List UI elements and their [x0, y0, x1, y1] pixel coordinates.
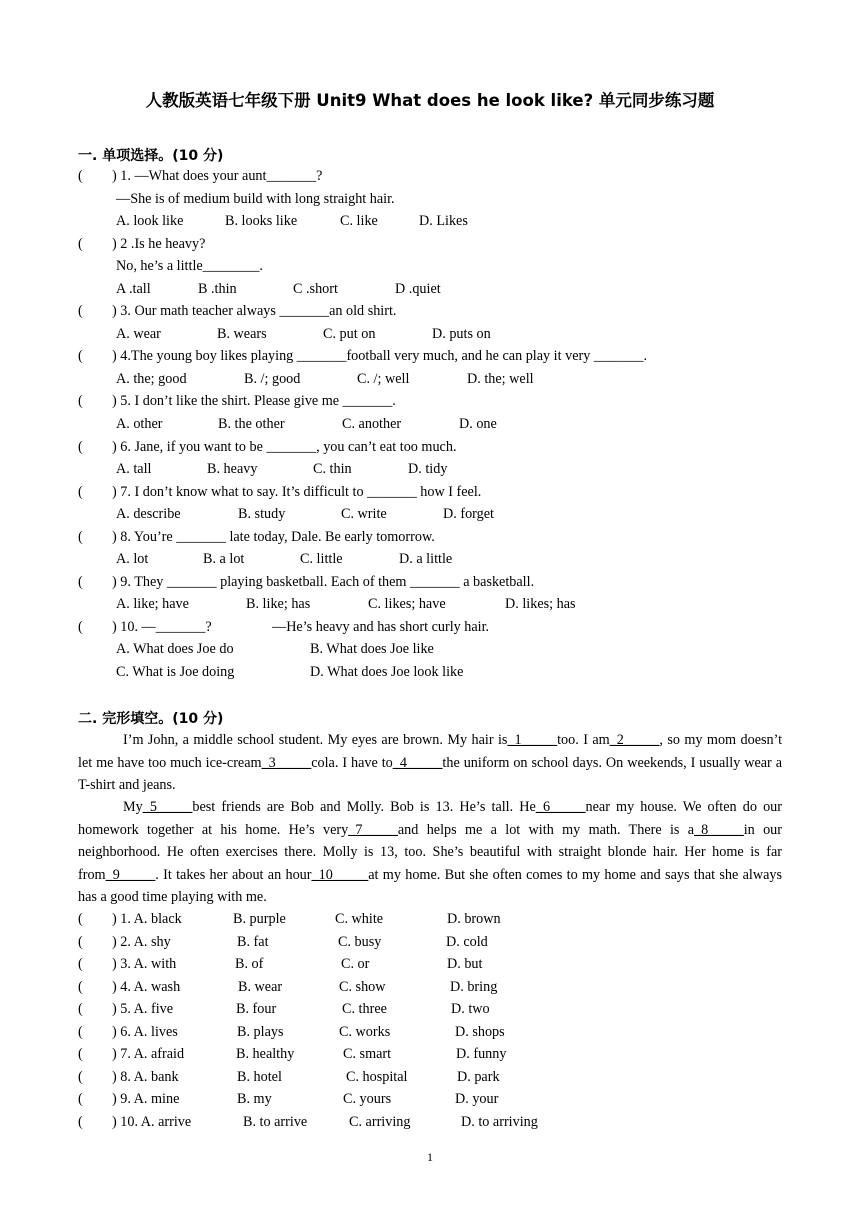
answer-paren: ( [78, 348, 83, 364]
question-stem-answer: —He’s heavy and has short curly hair. [272, 619, 490, 635]
cloze-blank: _10_____ [311, 866, 369, 883]
cloze-option: B. to arrive [243, 1114, 308, 1130]
cloze-option: C. smart [343, 1046, 392, 1062]
option: B. the other [218, 416, 285, 432]
cloze-option: D. bring [450, 979, 498, 995]
cloze-option: B. four [236, 1001, 277, 1017]
answer-paren: ( [78, 1091, 83, 1107]
option: C. thin [313, 461, 352, 477]
cloze-text: near my house. We often do our homework together at his home. He’s very [78, 799, 782, 838]
option: B. looks like [225, 213, 298, 229]
option: D. What does Joe look like [310, 664, 464, 680]
answer-paren: ( [78, 956, 83, 972]
answer-paren: ( [78, 979, 83, 995]
cloze-option: D. your [455, 1091, 499, 1107]
option: C. another [342, 416, 402, 432]
cloze-question-num: ) 10. A. arrive [112, 1114, 192, 1130]
cloze-option: C. hospital [346, 1069, 408, 1085]
cloze-text: and helps me a lot with my math. There is a [397, 821, 695, 838]
answer-paren: ( [78, 393, 83, 409]
cloze-blank: _4_____ [392, 754, 443, 771]
option: C .short [293, 281, 338, 297]
option: D. forget [443, 506, 494, 522]
question-stem: ) 7. I don’t know what to say. It’s difficult to _______ how I feel. [112, 484, 482, 500]
cloze-option: D. cold [446, 934, 488, 950]
option: C. likes; have [368, 596, 446, 612]
answer-paren: ( [78, 1001, 83, 1017]
option: A. tall [116, 461, 152, 477]
cloze-question-num: ) 6. A. lives [112, 1024, 178, 1040]
option: A. What does Joe do [116, 641, 234, 657]
option: A .tall [116, 281, 151, 297]
section1-heading: 一. 单项选择。(10 分) [78, 148, 224, 164]
cloze-option: D. park [457, 1069, 500, 1085]
cloze-option: B. hotel [237, 1069, 282, 1085]
question-stem: ) 2 .Is he heavy? [112, 236, 206, 252]
cloze-option: C. three [342, 1001, 387, 1017]
cloze-blank: _9_____ [105, 866, 156, 883]
option: C. little [300, 551, 343, 567]
answer-paren: ( [78, 168, 83, 184]
answer-paren: ( [78, 934, 83, 950]
cloze-option: D. shops [455, 1024, 505, 1040]
option: D. the; well [467, 371, 534, 387]
option: B. What does Joe like [310, 641, 434, 657]
question-stem: ) 9. They _______ playing basketball. Each of them _______ a basketball. [112, 574, 535, 590]
cloze-question-num: ) 2. A. shy [112, 934, 171, 950]
cloze-option: D. funny [456, 1046, 507, 1062]
answer-paren: ( [78, 911, 83, 927]
cloze-text: My [123, 799, 143, 815]
option: C. put on [323, 326, 376, 342]
cloze-option: C. white [335, 911, 384, 927]
answer-paren: ( [78, 439, 83, 455]
cloze-option: C. busy [338, 934, 382, 950]
option: D. likes; has [505, 596, 576, 612]
answer-paren: ( [78, 484, 83, 500]
option: D. puts on [432, 326, 491, 342]
question-extra: —She is of medium build with long straight hair. [116, 191, 395, 207]
cloze-text: . It takes her about an hour [155, 866, 312, 883]
option: B. heavy [207, 461, 258, 477]
cloze-text: in our neighborhood. He often exercises there. Molly is 13, too. She’s beautiful with straight blonde hair. Her home is far from [78, 821, 782, 883]
option: C. write [341, 506, 387, 522]
option: D. Likes [419, 213, 468, 229]
cloze-text: , so my mom doesn’t let me have too much ice-cream [78, 732, 783, 771]
option: C. /; well [357, 371, 410, 387]
question-stem: ) 6. Jane, if you want to be _______, you can’t eat too much. [112, 439, 457, 455]
cloze-text: the uniform on school days. On weekends, I usually wear a T-shirt and jeans. [78, 754, 783, 793]
option: A. like; have [116, 596, 189, 612]
cloze-option: B. purple [233, 911, 286, 927]
question-stem: ) 10. —_______? [112, 619, 212, 635]
cloze-option: C. show [339, 979, 386, 995]
option: A. look like [116, 213, 184, 229]
cloze-paragraph-1 [78, 729, 782, 797]
cloze-blank: _6_____ [535, 799, 586, 815]
option: B. study [238, 506, 286, 522]
answer-paren: ( [78, 574, 83, 590]
option: A. wear [116, 326, 161, 342]
answer-paren: ( [78, 1046, 83, 1062]
page-title: 人教版英语七年级下册 Unit9 What does he look like? 单元同步练习题 [145, 91, 715, 110]
question-stem: ) 4.The young boy likes playing _______football very much, and he can play it very _______. [112, 348, 648, 364]
answer-paren: ( [78, 236, 83, 252]
question-stem: ) 8. You’re _______ late today, Dale. Be early tomorrow. [112, 529, 435, 545]
option: B. a lot [203, 551, 245, 567]
option: B .thin [198, 281, 237, 297]
cloze-question-num: ) 4. A. wash [112, 979, 181, 995]
question-extra: No, he’s a little________. [116, 258, 263, 274]
option: B. like; has [246, 596, 311, 612]
answer-paren: ( [78, 303, 83, 319]
cloze-question-num: ) 3. A. with [112, 956, 177, 972]
cloze-option: C. arriving [349, 1114, 411, 1130]
cloze-blank: _5_____ [142, 799, 193, 815]
option: D .quiet [395, 281, 441, 297]
answer-paren: ( [78, 529, 83, 545]
cloze-option: B. fat [237, 934, 269, 950]
cloze-option: D. to arriving [461, 1114, 538, 1130]
cloze-option: B. wear [238, 979, 283, 995]
option: D. a little [399, 551, 453, 567]
option: B. /; good [244, 371, 301, 387]
page-number: 1 [427, 1150, 433, 1164]
cloze-question-num: ) 1. A. black [112, 911, 182, 927]
cloze-option: D. but [447, 956, 483, 972]
cloze-question-num: ) 5. A. five [112, 1001, 174, 1017]
cloze-blank: _8_____ [694, 821, 744, 838]
cloze-text: cola. I have to [311, 754, 393, 771]
cloze-option: B. plays [237, 1024, 284, 1040]
cloze-text: I’m John, a middle school student. My eyes are brown. My hair is [123, 732, 508, 748]
option: A. describe [116, 506, 181, 522]
cloze-text: best friends are Bob and Molly. Bob is 13. He’s tall. He [192, 799, 536, 815]
cloze-blank: _2_____ [609, 732, 660, 748]
cloze-option: C. or [341, 956, 370, 972]
option: D. one [459, 416, 497, 432]
cloze-blank: _3_____ [261, 754, 312, 771]
option: B. wears [217, 326, 267, 342]
section2-heading: 二. 完形填空。(10 分) [78, 711, 224, 727]
cloze-text: at my home. But she often comes to my home and says that she always has a good time playing with me. [78, 866, 782, 905]
cloze-paragraph-2 [78, 796, 782, 909]
cloze-option: B. healthy [236, 1046, 295, 1062]
option: A. lot [116, 551, 149, 567]
option: C. What is Joe doing [116, 664, 235, 680]
cloze-option: C. works [339, 1024, 391, 1040]
cloze-option: B. my [237, 1091, 272, 1107]
cloze-question-num: ) 7. A. afraid [112, 1046, 185, 1062]
cloze-option: B. of [235, 956, 264, 972]
option: A. other [116, 416, 163, 432]
option: A. the; good [116, 371, 187, 387]
option: C. like [340, 213, 378, 229]
answer-paren: ( [78, 1114, 83, 1130]
cloze-option: D. two [451, 1001, 490, 1017]
question-stem: ) 1. —What does your aunt_______? [112, 168, 323, 184]
answer-paren: ( [78, 1069, 83, 1085]
option: D. tidy [408, 461, 448, 477]
cloze-option: D. brown [447, 911, 501, 927]
question-stem: ) 5. I don’t like the shirt. Please give me _______. [112, 393, 396, 409]
answer-paren: ( [78, 619, 83, 635]
answer-paren: ( [78, 1024, 83, 1040]
cloze-question-num: ) 9. A. mine [112, 1091, 180, 1107]
cloze-question-num: ) 8. A. bank [112, 1069, 179, 1085]
cloze-option: C. yours [343, 1091, 392, 1107]
cloze-blank: _7_____ [348, 821, 398, 838]
question-stem: ) 3. Our math teacher always _______an old shirt. [112, 303, 397, 319]
cloze-text: too. I am [557, 732, 610, 748]
cloze-blank: _1_____ [507, 732, 558, 748]
